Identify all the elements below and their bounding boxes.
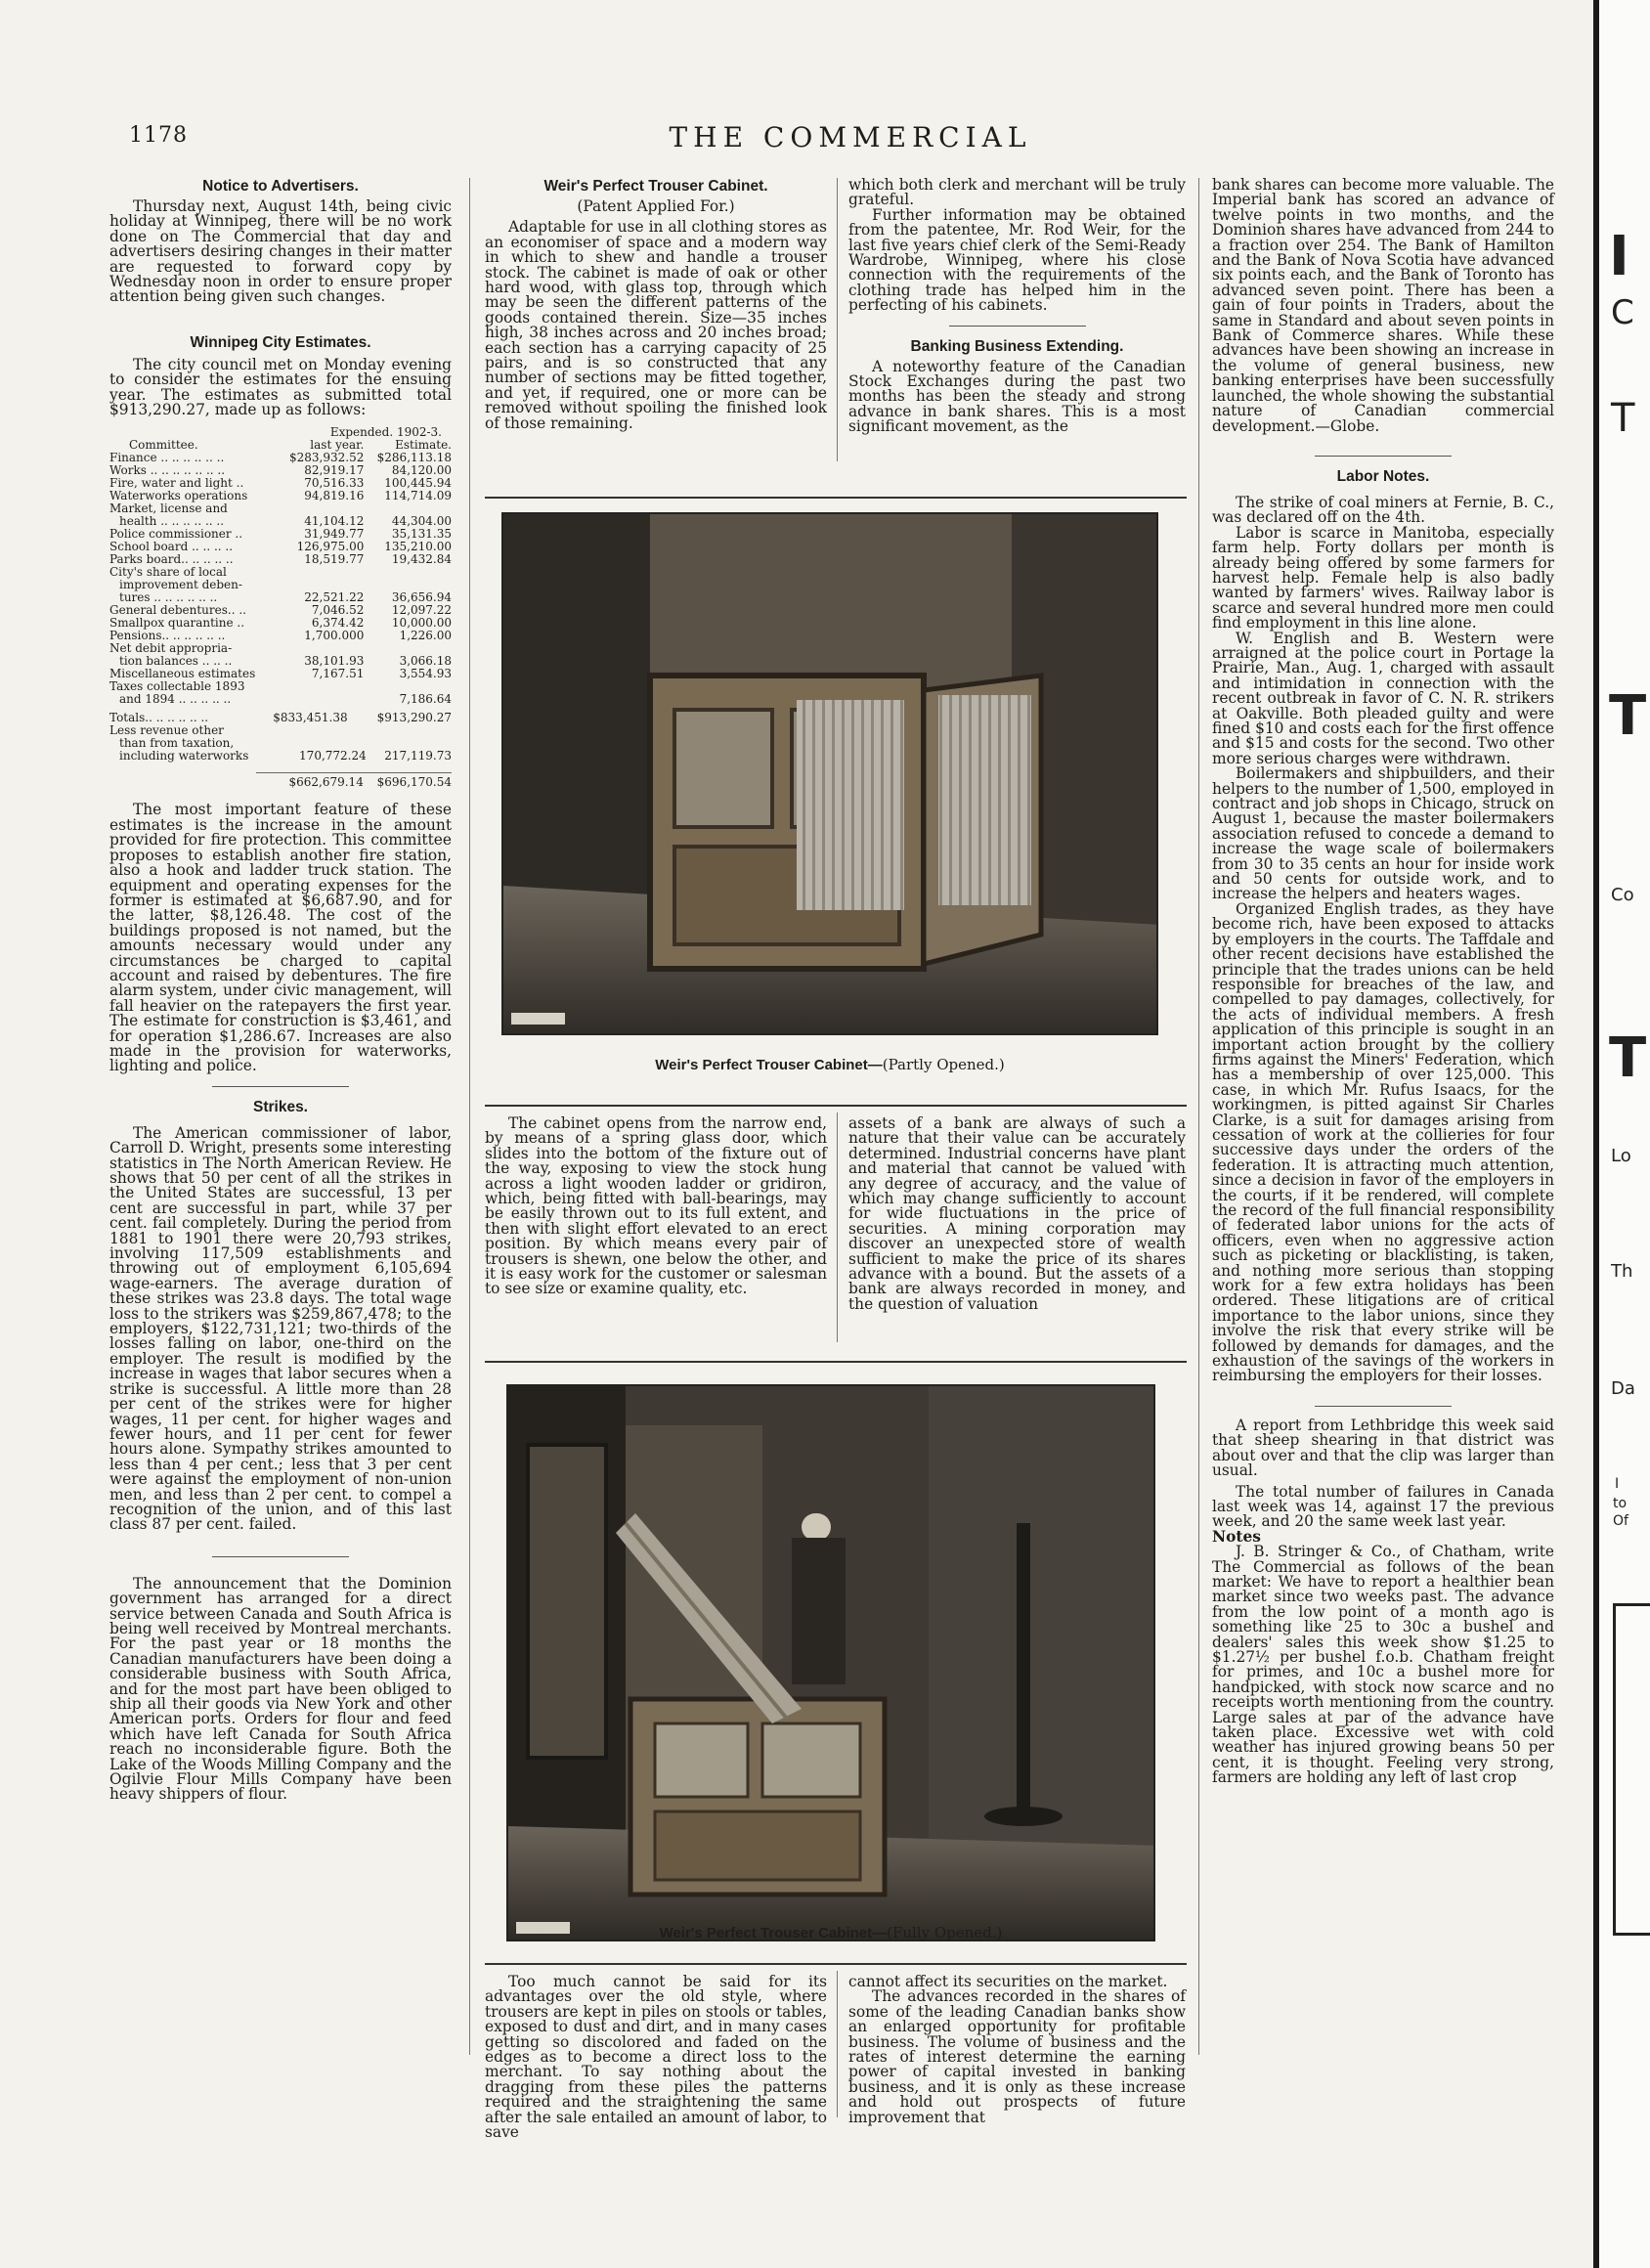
- cell-estimate: 10,000.00: [391, 616, 452, 631]
- estimates-rows: [109, 439, 452, 706]
- column-divider: [1198, 178, 1199, 2055]
- cell-label: Less revenue other: [109, 723, 224, 738]
- divider: [1315, 1406, 1452, 1407]
- notes-label: Notes: [1212, 1527, 1261, 1546]
- column-1: [109, 178, 452, 1803]
- cell-estimate: 3,066.18: [399, 654, 452, 669]
- edge-glyph: Lo: [1611, 1146, 1631, 1166]
- cell-estimate: 114,714.09: [384, 489, 452, 503]
- estimates-less: [109, 724, 452, 763]
- col-head-last-year: last year.: [310, 438, 365, 453]
- edge-glyph: to: [1613, 1496, 1628, 1511]
- column-3-top: [848, 178, 1186, 435]
- labor-paragraph: W. English and B. Western were arraigned at the police court in Portage la Prairie, Man., Aug. 1, charged with assault and intimidation in connection with the recent outbreak in favor of C. N. R. strikers at Oakville. Both pleaded guilty and were fined $10 and costs each for the first offence and $15 and costs for the second. Two other more serious charges were withdrawn.: [1212, 629, 1554, 767]
- cell-estimate: $286,113.18: [376, 451, 452, 465]
- section-rule: [485, 497, 1187, 499]
- edge-glyph: I: [1615, 1476, 1620, 1492]
- cell-last-year: 22,521.22: [304, 590, 365, 605]
- cell-last-year: 94,819.16: [304, 489, 365, 503]
- cell-last-year: [277, 680, 365, 693]
- col-head-estimate: Estimate.: [395, 438, 452, 453]
- cabinet-body-cont: which both clerk and merchant will be truly grateful.: [848, 176, 1186, 209]
- middle-right-text: [848, 1116, 1186, 1312]
- cell-label: Works .. .. .. .. .. .. ..: [109, 463, 226, 478]
- column-4: [1212, 178, 1554, 1786]
- column-divider: [837, 178, 838, 461]
- banking-heading: Banking Business Extending.: [910, 337, 1124, 355]
- totals-last-year: $833,451.38: [273, 711, 348, 725]
- col-head-committee: Committee.: [129, 438, 198, 453]
- adjacent-page-edge: [1593, 0, 1650, 2268]
- edge-glyph: T: [1609, 684, 1647, 748]
- cell-label: tion balances .. .. ..: [119, 654, 233, 669]
- cabinet-photo-fully-opened: [506, 1384, 1155, 1941]
- cell-label: Miscellaneous estimates: [109, 667, 256, 681]
- middle-left-text: [485, 1116, 827, 1297]
- divider: [1315, 456, 1452, 457]
- cell-label: than from taxation,: [119, 736, 235, 751]
- bottom-left-text: [485, 1975, 827, 2140]
- cell-label: Parks board.. .. .. .. ..: [109, 552, 234, 567]
- cell-label: Net debit appropria-: [109, 641, 233, 656]
- cell-estimate: 7,186.64: [399, 692, 452, 707]
- cabinet-subheading: (Patent Applied For.): [577, 197, 735, 215]
- photo-1-caption: [501, 1056, 1158, 1073]
- labor-heading: Labor Notes.: [1336, 467, 1430, 485]
- cell-last-year: 1,700.000: [304, 629, 365, 643]
- estimates-heading: Winnipeg City Estimates.: [190, 333, 371, 351]
- cell-label: Finance .. .. .. .. .. ..: [109, 451, 225, 465]
- estimates-intro: The city council met on Monday evening to consider the estimates for the ensuing year. The estimates as submitted total $913,290.27, made up as follows:: [109, 355, 452, 419]
- edge-glyph: T: [1609, 1026, 1647, 1090]
- labor-paragraph: Labor is scarce in Manitoba, especially farm help. Forty dollars per month is already being offered by some farmers for harvest help. Female help is also badly wanted by farmers' wives. Railway labor is scarce and several hundred more men could find employment in this line alone.: [1212, 523, 1554, 632]
- cell-label: Smallpox quarantine ..: [109, 616, 245, 631]
- net-last-year: $662,679.14: [288, 775, 364, 790]
- notice-body: Thursday next, August 14th, being civic holiday at Winnipeg, there will be no work done on The Commercial that day and advertisers desiring changes in their matter are requested to forward copy by Wednesday noon in order to ensure proper attention being given such changes.: [109, 197, 452, 306]
- cell-last-year: $283,932.52: [289, 451, 365, 465]
- cell-estimate: 84,120.00: [391, 463, 452, 478]
- cell-estimate: 44,304.00: [391, 514, 452, 529]
- divider: [949, 326, 1086, 327]
- cell-label: and 1894 .. .. .. .. ..: [119, 692, 232, 707]
- cell-last-year: 6,374.42: [311, 616, 365, 631]
- cell-estimate: 19,432.84: [391, 552, 452, 567]
- cell-estimate: 135,210.00: [384, 540, 452, 554]
- table-row: [109, 693, 452, 706]
- cell-last-year: [277, 693, 365, 706]
- photo-2-caption: [506, 1924, 1155, 1941]
- cell-estimate: [367, 724, 452, 737]
- cell-label: Police commissioner ..: [109, 527, 243, 542]
- cell-estimate: 3,554.93: [399, 667, 452, 681]
- strikes-heading: Strikes.: [252, 1098, 308, 1115]
- cell-last-year: 7,167.51: [311, 667, 365, 681]
- edge-glyph: I: [1609, 225, 1629, 288]
- labor-paragraph: Boilermakers and shipbuilders, and their helpers to the number of 1,500, employed in contract and job shops in Chicago, struck on August 1, because the master boilermakers association refused to concede a demand to increase the wage scale of boilermakers from 30 to 35 cents an hour for inside work and 50 cents for outside work, and to increase the helpers and heaters wages.: [1212, 764, 1554, 903]
- totals-label: Totals.. .. .. .. .. ..: [109, 711, 209, 725]
- cell-estimate: [364, 566, 452, 579]
- section-rule: [485, 1361, 1187, 1363]
- cell-label: including waterworks: [119, 749, 249, 763]
- advances-body: The advances recorded in the shares of some of the leading Canadian banks show an enlarged opportunity for profitable business. The volume of business and the rates of interest determine the earning power of capital invested in banking business, and it is only as these increase and hold out prospects of future improvement that: [848, 1987, 1186, 2126]
- bottom-right-text: [848, 1975, 1186, 2125]
- totals-estimate: $913,290.27: [376, 711, 452, 725]
- photo-1-caption-note: (Partly Opened.): [882, 1056, 1005, 1073]
- cabinet-body-2: Further information may be obtained from the patentee, Mr. Rod Weir, for the last five years chief clerk of the Semi-Ready Wardrobe, Winnipeg, where his close connection with the requirements of the clothing trade has helped him in the perfecting of his cabinets.: [848, 205, 1186, 315]
- cell-estimate: 100,445.94: [384, 476, 452, 491]
- cell-estimate: 1,226.00: [399, 629, 452, 643]
- cell-estimate: 217,119.73: [384, 749, 452, 763]
- page-number: 1178: [129, 123, 188, 148]
- column-2-top: [485, 178, 827, 431]
- section-rule: [485, 1963, 1187, 1965]
- table-row: [109, 750, 452, 763]
- securities-body: cannot affect its securities on the market.: [848, 1973, 1168, 1990]
- edge-glyph: Co: [1611, 885, 1634, 905]
- cell-label: Taxes collectable 1893: [109, 679, 245, 694]
- cell-label: Pensions.. .. .. .. .. ..: [109, 629, 226, 643]
- cell-estimate: 12,097.22: [391, 603, 452, 618]
- cabinet-heading: Weir's Perfect Trouser Cabinet.: [543, 178, 768, 195]
- photo-2-caption-title: Weir's Perfect Trouser Cabinet—: [659, 1925, 888, 1941]
- cell-last-year: 18,519.77: [304, 552, 365, 567]
- estimates-col-head-top: Expended. 1902-3.: [329, 425, 442, 440]
- failures-body: The total number of failures in Canada last week was 14, against 17 the previous week, and 20 the same week last year.: [1212, 1482, 1554, 1531]
- bank-shares-body: bank shares can become more valuable. The Imperial bank has scored an advance of twelve points in two months, and the Dominion shares have advanced from 244 to a fraction over 254. The Bank of Hamilton and the Bank of Nova Scotia have advanced six points each, and the Bank of Toronto has advanced seven point. There has been a gain of four points in Traders, about the same in Standard and about seven points in Bank of Commerce shares. While these advances have been showing an increase in the volume of general business, new banking enterprises have been successfully launched, the whole showing the substantial nature of Canadian commercial development.—Globe.: [1212, 176, 1554, 435]
- column-divider: [469, 178, 470, 2055]
- labor-paragraph: The strike of coal miners at Fernie, B. C., was declared off on the 4th.: [1212, 493, 1554, 527]
- edge-glyph: T: [1611, 396, 1635, 441]
- beans-body: J. B. Stringer & Co., of Chatham, write The Commercial as follows of the bean market: We have to report a healthier bean market since two weeks past. The advance from the low point of a month ago is something like 25 to 30c a bushel and dealers' sales this week show $1.25 to $1.27½ per bushel f.o.b. Chatham freight for primes, and 10c a bushel more for handpicked, with stock now scarce and no receipts worth mentioning from the country. Large sales at par of the advance have taken place. Excessive wet with cold weather has injured growing beans 50 per cent, it is thought. Feeling very strong, farmers are holding any left of last crop: [1212, 1543, 1554, 1787]
- net-row: [256, 772, 452, 789]
- cell-estimate: 35,131.35: [391, 527, 452, 542]
- cell-last-year: 7,046.52: [311, 603, 365, 618]
- edge-glyph: Of: [1613, 1513, 1628, 1529]
- sheep-body: A report from Lethbridge this week said that sheep shearing in that district was about over and that the clip was larger than usual.: [1212, 1416, 1554, 1480]
- page-title: THE COMMERCIAL: [669, 121, 1032, 153]
- cabinet-illustration-1: [503, 514, 1158, 1035]
- bank-assets-body: assets of a bank are always of such a nature that their value can be accurately determined. Industrial concerns have plant and material that cannot be valued with any degree of accuracy, and the value of which may change sufficiently to account for wide fluctuations in the price of securities. A mining corporation may discover an unexpected store of wealth sufficient to make the price of its shares advance with a bound. But the assets of a bank are always recorded in money, and the question of valuation: [848, 1114, 1186, 1313]
- cell-last-year: 82,919.17: [304, 463, 365, 478]
- cell-label: Waterworks operations: [109, 489, 248, 503]
- cabinet-photo-partly-opened: [501, 512, 1158, 1035]
- cell-last-year: 31,949.77: [304, 527, 365, 542]
- cell-label: General debentures.. ..: [109, 603, 246, 618]
- divider: [212, 1086, 349, 1087]
- cell-label: health .. .. .. .. .. ..: [119, 514, 225, 529]
- cell-estimate: 36,656.94: [391, 590, 452, 605]
- cell-last-year: 38,101.93: [304, 654, 365, 669]
- too-much-body: Too much cannot be said for its advantages over the old style, where trousers are kept in piles on stools or tables, exposed to dust and dirt, and in many cases getting so discolored and faded on the edges as to become a direct loss to the merchant. To say nothing about the dragging from these piles the patterns required and the straightening the same after the sale entailed an amount of labor, to save: [485, 1973, 827, 2142]
- estimates-body: The most important feature of these estimates is the increase in the amount provided for fire protection. This committee proposes to establish another fire station, also a hook and ladder truck station. The equipment and operating expenses for the former is estimated at $6,687.90, and for the latter, $8,126.48. The cost of the buildings proposed is not named, but the amounts necessary would under any circumstances be charged to capital account and raised by debentures. The fire alarm system, under civic management, will fall heavier on the ratepayers the first year. The estimate for construction is $3,461, and for operation $1,286.67. Increases are also made in the provision for waterworks, lighting and police.: [109, 801, 452, 1075]
- column-divider: [837, 1971, 838, 2117]
- cell-label: School board .. .. .. ..: [109, 540, 234, 554]
- edge-glyph: Th: [1611, 1261, 1633, 1282]
- divider: [212, 1556, 349, 1557]
- section-rule: [485, 1105, 1187, 1107]
- strikes-body: The American commissioner of labor, Carroll D. Wright, presents some interesting statistics in The North American Review. He shows that 50 per cent of all the strikes in the United States are successful, 13 per cent are successful in part, while 37 per cent. fail completely. During the period from 1881 to 1901 there were 20,793 strikes, involving 117,509 establishments and throwing out of employment 6,105,694 wage-earners. The average duration of these strikes was 23.8 days. The total wage loss to the strikers was $259,867,478; to the employers, $122,731,121; two-thirds of the losses falling on labor, one-third on the employer. The result is modified by the increase in wages that labor secures when a strike is successful. A little more than 28 per cent of the strikes were for higher wages, 11 per cent. for higher wages and fewer hours, and 11 per cent for fewer hours alone. Sympathy strikes amounted to less than 4 per cent.; less that 3 per cent were against the employment of non-union men, and less than 2 per cent. to compel a recognition of the union, and of this last class 87 per cent. failed.: [109, 1123, 452, 1534]
- column-divider: [837, 1112, 838, 1342]
- cell-last-year: [282, 724, 367, 737]
- south-africa-body: The announcement that the Dominion government has arranged for a direct service between Canada and South Africa is being well received by Montreal merchants. For the past year or 18 months the Canadian manufacturers have been doing a considerable business with South Africa, and for the most part have been obliged to ship all their goods via New York and other American ports. Orders for flour and feed which have left Canada for South Africa reach no inconsiderable figure. Both the Lake of the Woods Milling Company and the Ogilvie Flour Mills Company have been heavy shippers of flour.: [109, 1574, 452, 1804]
- cell-last-year: 126,975.00: [296, 540, 365, 554]
- notice-heading: Notice to Advertisers.: [202, 178, 359, 195]
- banking-body: A noteworthy feature of the Canadian Stock Exchanges during the past two months has been the steady and strong advance in bank shares. This is a most significant movement, as the: [848, 357, 1186, 436]
- estimates-table: [109, 425, 452, 789]
- cell-last-year: 170,772.24: [299, 749, 367, 763]
- cell-label: tures .. .. .. .. .. ..: [119, 590, 218, 605]
- cell-last-year: [277, 566, 365, 579]
- cell-label: Market, license and: [109, 502, 228, 516]
- photo-1-caption-title: Weir's Perfect Trouser Cabinet—: [655, 1057, 883, 1073]
- photo-2-caption-note: (Fully Opened.): [887, 1924, 1003, 1941]
- cell-label: City's share of local: [109, 565, 227, 580]
- cell-label: Fire, water and light ..: [109, 476, 244, 491]
- cell-last-year: 41,104.12: [304, 514, 365, 529]
- labor-paragraph: Organized English trades, as they have become rich, have been exposed to attacks by employers in the courts. The Taffdale and other recent decisions have established the principle that the trades unions can be held responsible for breaches of the law, and compelled to pay damages, collectively, for the acts of individual members. A fresh application of this principle is sought in an important action brought by the colliery firms against the Miners' Federation, which has a membership of over 125,000. This case, in which Mr. Rufus Isaacs, for the workingmen, is pitted against Sir Charles Clarke, is a suit for damages arising from cessation of work at the collieries for four successive days under the orders of the federation. It is attracting much attention, since a decision in favor of the employers in the courts, if it be rendered, will complete the record of the full financial responsibility of federated labor unions for the acts of officers, even when no aggressive action such as picketing or blacklisting, is taken, and nothing more serious than stopping work for a few extra holidays has been ordered. These litigations are of critical importance to the labor unions, since they involve the risk that every strike will be followed by demands for damages, and the exhaustion of the savings of the workers in reimbursing the employers for their losses.: [1212, 899, 1554, 1385]
- edge-glyph: C: [1611, 293, 1634, 332]
- edge-box: [1613, 1603, 1650, 1936]
- cell-label: improvement deben-: [119, 578, 242, 592]
- labor-notes: [1212, 493, 1554, 1385]
- cell-last-year: 70,516.33: [304, 476, 365, 491]
- cabinet-opens-body: The cabinet opens from the narrow end, by means of a spring glass door, which slides into the bottom of the fixture out of the way, exposing to view the stock hung across a light wooden ladder or gridiron, which, being fitted with ball-bearings, may be easily thrown out to its full extent, and then with slight effort elevated to an erect position. By which means every pair of trousers is shewn, one below the other, and it is easy work for the customer or salesman to see size or examine quality, etc.: [485, 1114, 827, 1298]
- cabinet-illustration-2: [508, 1386, 1155, 1941]
- cabinet-body: Adaptable for use in all clothing stores as an economiser of space and a modern way in which to shew and handle a trouser stock. The cabinet is made of oak or other hard wood, with glass top, through which may be seen the different patterns of the goods contained therein. Size—35 inches high, 38 inches across and 20 inches broad; each section has a carrying capacity of 25 pairs, and is so constructed that any number of sections may be fitted together, and yet, if required, one or more can be removed without spoiling the finished look of those remaining.: [485, 218, 827, 432]
- net-estimate: $696,170.54: [376, 775, 452, 790]
- edge-glyph: Da: [1611, 1378, 1635, 1399]
